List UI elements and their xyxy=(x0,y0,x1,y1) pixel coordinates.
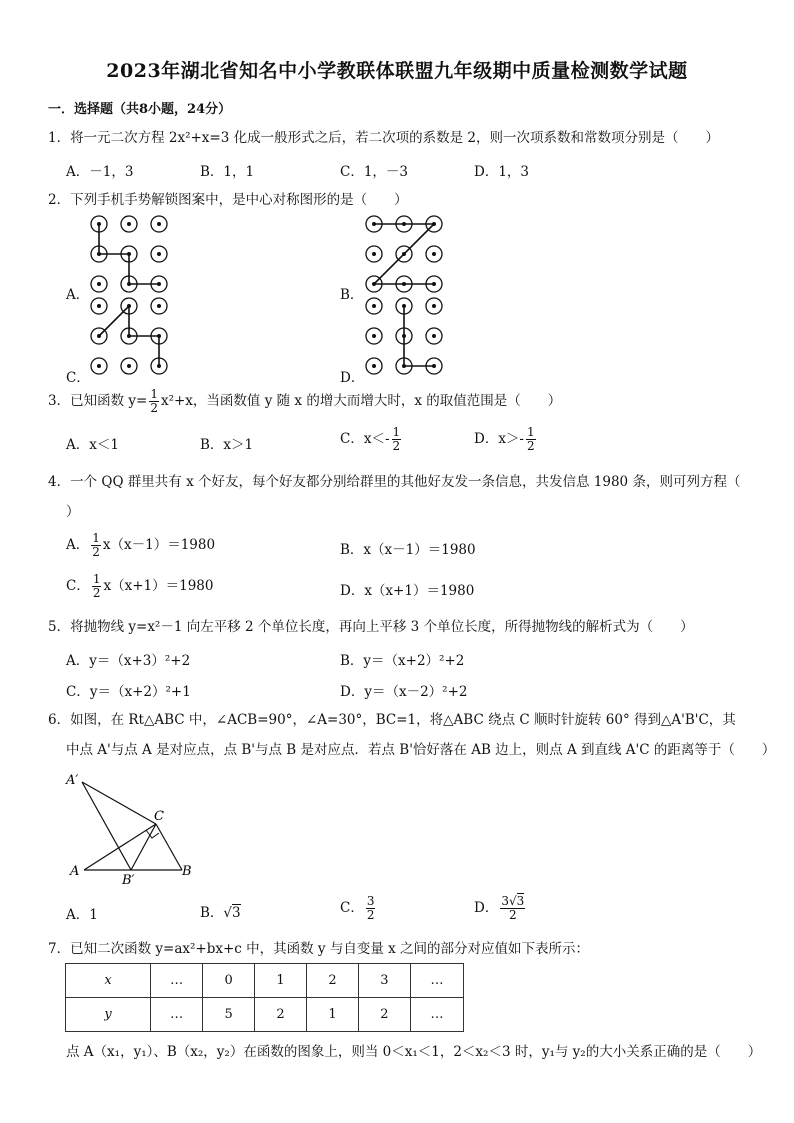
segment-c-b1 xyxy=(131,824,156,870)
q4-option-a xyxy=(66,532,215,559)
unlock-dot-center xyxy=(157,222,161,226)
q6-c-fraction xyxy=(366,895,376,922)
table-cell: 1 xyxy=(307,998,359,1032)
table-cell: 1 xyxy=(255,964,307,998)
q4-a-label: A． xyxy=(66,537,90,553)
unlock-dot-center xyxy=(372,364,376,368)
unlock-dot-center xyxy=(432,334,436,338)
q3-text-pre: 3．已知函数 y= xyxy=(48,393,148,409)
q3-option-d xyxy=(474,426,538,453)
table-cell: x xyxy=(66,964,151,998)
q4-a-text: x（x－1）＝1980 xyxy=(102,537,216,553)
segment-a-c xyxy=(84,824,156,870)
page-title: 2023年湖北省知名中小学教联体联盟九年级期中质量检测数学试题 xyxy=(106,60,688,82)
pattern-b-path xyxy=(374,224,434,284)
q5-option-b: B．y＝（x+2）²+2 xyxy=(340,653,465,669)
q3-option-b: B．x＞1 xyxy=(200,437,254,453)
q3-fraction xyxy=(149,388,159,415)
question-2-stem: 2．下列手机手势解锁图案中，是中心对称图形的是（ ） xyxy=(48,192,408,208)
q6-b-label: B． xyxy=(200,905,224,921)
q6-option-c xyxy=(340,895,377,922)
segment-c-b xyxy=(156,824,182,870)
table-cell: 2 xyxy=(358,998,410,1032)
question-4-stem-end: ） xyxy=(66,504,80,520)
q2-option-b: B． xyxy=(340,287,364,303)
q6-option-a: A．1 xyxy=(66,907,98,923)
question-5-stem: 5．将抛物线 y=x²－1 向左平移 2 个单位长度，再向上平移 3 个单位长度，所得抛物线的解析式为（ ） xyxy=(48,619,694,635)
q6-d-coef: 3 xyxy=(501,894,509,908)
question-1-stem: 1．将一元二次方程 2x²+x=3 化成一般形式之后，若二次项的系数是 2，则一次项系数和常数项分别是（ ） xyxy=(48,130,719,146)
q4-c-den: 2 xyxy=(92,586,101,600)
q3-text-mid: x²+x，当函数值 y 随 x 的增大而增大时，x 的取值范围是（ ） xyxy=(160,393,562,409)
question-7-stem: 7．已知二次函数 y=ax²+bx+c 中，其函数 y 与自变量 x 之间的部分对应值如下表所示： xyxy=(48,941,590,957)
q3-frac-den: 2 xyxy=(150,401,158,415)
table-cell: … xyxy=(410,998,463,1032)
q1-option-a: A．－1，3 xyxy=(66,164,134,180)
unlock-pattern-b xyxy=(360,212,450,302)
q2-option-c: C． xyxy=(66,370,90,386)
q4-c-fraction xyxy=(92,573,102,600)
question-6-stem: 6．如图，在 Rt△ABC 中，∠ACB=90°，∠A=30°，BC=1，将△ABC 绕点 C 顺时针旋转 60° 得到△A'B'C，其 xyxy=(48,712,736,728)
q6-triangle-figure xyxy=(60,768,210,886)
q3-c-num: 1 xyxy=(392,425,401,439)
q4-c-text: x（x+1）＝1980 xyxy=(103,578,214,594)
q3-option-c xyxy=(340,426,403,453)
table-cell: 2 xyxy=(255,998,307,1032)
label-a: A xyxy=(70,864,80,879)
pattern-a-path xyxy=(99,224,159,284)
q4-option-d: D．x（x+1）＝1980 xyxy=(340,583,475,599)
table-row-x xyxy=(66,964,464,998)
q6-b-radicand: 3 xyxy=(232,905,241,921)
unlock-dot-center xyxy=(372,252,376,256)
q3-c-den: 2 xyxy=(392,439,401,453)
question-7-condition: 点 A（x₁，y₁）、B（x₂，y₂）在函数的图象上，则当 0＜x₁＜1，2＜x₂＜3 时，y₁与 y₂的大小关系正确的是（ ） xyxy=(66,1044,762,1060)
q4-c-label: C． xyxy=(66,578,90,594)
q6-c-den: 2 xyxy=(366,908,375,922)
unlock-dot-center xyxy=(432,252,436,256)
q6-option-d xyxy=(474,895,527,922)
q5-option-d: D．y＝（x－2）²+2 xyxy=(340,684,468,700)
question-3-stem xyxy=(48,388,561,415)
q6-d-num: 3√3 xyxy=(501,894,525,908)
unlock-dot-center xyxy=(97,282,101,286)
q6-d-den: 2 xyxy=(508,908,517,922)
q3-option-a: A．x＜1 xyxy=(66,437,119,453)
unlock-pattern-a xyxy=(85,212,175,302)
table-cell: … xyxy=(151,964,203,998)
unlock-pattern-c xyxy=(85,294,175,384)
table-cell: … xyxy=(151,998,203,1032)
unlock-dot-center xyxy=(157,304,161,308)
q3-frac-num: 1 xyxy=(150,387,158,401)
q5-option-a: A．y＝（x+3）²+2 xyxy=(66,653,191,669)
question-6-stem-line2: 中点 A'与点 A 是对应点，点 B'与点 B 是对应点．若点 B'恰好落在 AB 边上，则点 A 到直线 A'C 的距离等于（ ） xyxy=(66,742,776,758)
q3-d-num: 1 xyxy=(527,425,535,439)
q3-d-den: 2 xyxy=(527,439,535,453)
unlock-dot-center xyxy=(432,304,436,308)
label-c: C xyxy=(154,809,164,824)
sqrt-symbol: √ xyxy=(223,905,233,921)
q1-option-d: D．1，3 xyxy=(474,164,530,180)
label-b-prime: B′ xyxy=(122,873,135,886)
unlock-dot-center xyxy=(127,222,131,226)
q6-d-radicand: 3 xyxy=(516,894,525,908)
q1-option-b: B．1，1 xyxy=(200,164,255,180)
unlock-dot-center xyxy=(157,252,161,256)
q6-c-label: C． xyxy=(340,900,364,916)
label-b: B xyxy=(182,864,192,879)
table-cell: 3 xyxy=(358,964,410,998)
table-cell: y xyxy=(66,998,151,1032)
q3-d-fraction xyxy=(526,426,536,453)
unlock-dot-center xyxy=(97,364,101,368)
q4-a-den: 2 xyxy=(92,545,100,559)
q7-value-table xyxy=(65,963,464,1032)
unlock-pattern-d xyxy=(360,294,450,384)
table-cell: 2 xyxy=(307,964,359,998)
unlock-dot-center xyxy=(372,334,376,338)
table-row-y xyxy=(66,998,464,1032)
q2-option-a: A． xyxy=(66,287,90,303)
unlock-dot-center xyxy=(97,304,101,308)
unlock-dot-center xyxy=(372,304,376,308)
q1-option-c: C．1，－3 xyxy=(340,164,409,180)
q3-c-text: C．x＜- xyxy=(340,431,390,447)
q6-d-label: D． xyxy=(474,900,499,916)
q4-a-fraction xyxy=(91,532,101,559)
pattern-c-path xyxy=(99,306,159,366)
section-heading: 一．选择题（共8小题，24分） xyxy=(48,102,232,117)
unlock-dot-center xyxy=(127,364,131,368)
q2-option-d: D． xyxy=(340,370,365,386)
question-4-stem: 4．一个 QQ 群里共有 x 个好友，每个好友都分别给群里的其他好友发一条信息，共发信息 1980 条，则可列方程（ xyxy=(48,474,741,490)
segment-a1-b1 xyxy=(82,782,131,870)
q4-option-b: B．x（x－1）＝1980 xyxy=(340,542,476,558)
q4-c-num: 1 xyxy=(92,572,101,586)
q4-option-c xyxy=(66,573,213,600)
q3-d-text: D．x＞- xyxy=(474,431,524,447)
q6-option-b xyxy=(200,901,241,921)
table-cell: … xyxy=(410,964,463,998)
table-cell: 0 xyxy=(203,964,255,998)
q5-option-c: C．y＝（x+2）²+1 xyxy=(66,684,191,700)
q4-a-num: 1 xyxy=(92,531,100,545)
q6-c-num: 3 xyxy=(366,894,375,908)
q3-c-fraction xyxy=(392,426,402,453)
label-a-prime: A′ xyxy=(66,773,79,788)
table-cell: 5 xyxy=(203,998,255,1032)
q6-d-fraction xyxy=(500,895,525,922)
